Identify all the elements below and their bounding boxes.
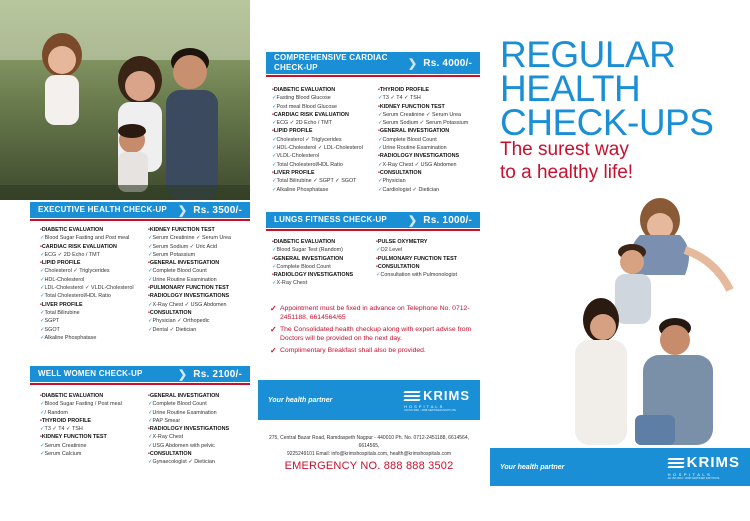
headline-line-1: REGULAR [500,34,676,75]
krims-mark-icon [404,391,420,401]
chevron-right-icon: ❯ [177,368,188,381]
notes-list [270,305,480,360]
lungs-price: Rs. 1000/- [423,214,472,226]
tagline-line-1: The surest way [500,139,629,160]
test-group-heading: • CARDIAC RISK EVALUATION [272,111,378,119]
test-item: ✓ Complete Blood Count [272,263,376,271]
note-consolidated [270,326,480,343]
women-divider [30,383,250,385]
test-item: ✓ Dental ✓ Dietician [148,326,250,334]
test-group-heading: • LIPID PROFILE [272,127,378,135]
test-item: ✓ X-Ray Chest ✓ USG Abdomen [378,161,480,169]
test-group-heading: • KIDNEY FUNCTION TEST [40,433,148,441]
partner-banner-cover [490,448,750,486]
test-item: ✓ X-Ray Chest ✓ USG Abdomen [148,301,250,309]
test-group-heading: • CONSULTATION [378,169,480,177]
test-item: ✓ Serum Creatinine ✓ Serum Urea [148,234,250,242]
krims-logo [404,388,470,412]
test-item: ✓ Urine Routine Examination [148,276,250,284]
test-group-heading: • GENERAL INVESTIGATION [378,127,480,135]
cardiac-col-2 [378,86,480,194]
test-item: ✓ X-Ray Chest [272,279,376,287]
test-item: ✓ LDL-Cholesterol ✓ VLDL-Cholesterol [40,284,148,292]
lungs-divider [266,229,480,231]
chevron-right-icon: ❯ [177,204,188,217]
test-item: ✓ Blood Sugar Test (Random) [272,246,376,254]
cardiac-col-1 [272,86,378,194]
check-icon: ✓ [270,304,277,313]
test-item: ✓ Post meal Blood Glucose [272,103,378,111]
cardiac-title [274,53,402,73]
test-item: ✓ SGOT [40,326,148,334]
cardiac-title-line-1: COMPREHENSIVE CARDIAC [274,53,388,62]
test-item: ✓ Blood Sugar Fasting / Post meal [40,400,148,408]
test-item: ✓ T3 ✓ T4 ✓ TSH [378,94,480,102]
test-item: ✓ Blood Sugar Fasting and Post meal [40,234,148,242]
test-item: ✓ Urine Routine Examination [148,409,250,417]
women-tests [40,392,250,467]
test-group-heading: • GENERAL INVESTIGATION [148,392,250,400]
test-item: ✓ ECG ✓ 2D Echo / TMT [272,119,378,127]
cardiac-price: Rs. 4000/- [423,57,472,69]
test-item: ✓ / Random [40,409,148,417]
address [258,434,480,458]
test-item: ✓ Serum Potassium [148,251,250,259]
family-photo-piggyback [535,190,750,445]
logo-cert: AN ISO 9001 : 2008 CERTIFIED INSTITUTE [404,409,456,412]
executive-col-1 [40,226,148,342]
test-group-heading: • RADIOLOGY INVESTIGATIONS [378,152,480,160]
test-group-heading: • CONSULTATION [376,263,480,271]
check-icon: ✓ [270,346,277,355]
test-item: ✓ Alkaline Phosphatase [272,186,378,194]
logo-sub: HOSPITALS [404,404,445,409]
test-group-heading: • PULSE OXYMETRY [376,238,480,246]
test-group-heading: • DIABETIC EVALUATION [40,226,148,234]
test-item: ✓ PAP Smear [148,417,250,425]
women-header [30,366,250,382]
test-group-heading: • DIABETIC EVALUATION [272,238,376,246]
executive-title: EXECUTIVE HEALTH CHECK-UP [38,205,167,214]
lungs-col-2 [376,238,480,288]
test-item: ✓ Total Cholesterol/HDL Ratio [40,292,148,300]
test-group-heading: • CONSULTATION [148,309,250,317]
headline-line-2: HEALTH [500,68,641,109]
cardiac-header [266,52,480,74]
partner-label: Your health partner [500,463,565,471]
test-group-heading: • LIVER PROFILE [40,301,148,309]
test-item: ✓ HDL-Cholesterol ✓ LDL-Cholesterol [272,144,378,152]
lungs-title: LUNGS FITNESS CHECK-UP [274,215,387,224]
krims-logo [668,454,740,480]
test-item: ✓ T3 ✓ T4 ✓ TSH [40,425,148,433]
test-group-heading: • PULMONARY FUNCTION TEST [376,255,480,263]
test-item: ✓ Physician ✓ Orthopedic [148,317,250,325]
lungs-tests [272,238,480,288]
test-item: ✓ Fasting Blood Glucose [272,94,378,102]
test-item: ✓ Complete Blood Count [378,136,480,144]
executive-header [30,202,250,218]
family-photo-swing [0,0,250,200]
note-text: The Consolidated health checkup along with expert advise from Doctors will be provided on the next day. [280,326,472,342]
check-icon: ✓ [270,325,277,334]
test-item: ✓ Alkaline Phosphatase [40,334,148,342]
executive-price: Rs. 3500/- [193,204,242,216]
test-item: ✓ Total Cholesterol/HDL Ratio [272,161,378,169]
test-group-heading: • GENERAL INVESTIGATION [148,259,250,267]
address-line-2: 9225249101 Email: info@krimshospitals.com, health@krimshospitals.com [286,451,452,457]
test-group-heading: • CARDIAC RISK EVALUATION [40,243,148,251]
partner-banner-middle [258,380,480,420]
tagline-line-2: to a healthy life! [500,162,634,183]
test-group-heading: • LIVER PROFILE [272,169,378,177]
test-group-heading: • GENERAL INVESTIGATION [272,255,376,263]
test-item: ✓ Serum Sodium ✓ Serum Potassium [378,119,480,127]
note-text: Complimentary Breakfast shall also be provided. [280,347,426,354]
women-col-2 [148,392,250,467]
test-group-heading: • THYROID PROFILE [378,86,480,94]
note-text: Appointment must be fixed in advance on Telephone No. 0712-2451188, 6614564/65 [280,305,470,321]
women-title: WELL WOMEN CHECK-UP [38,369,143,378]
test-item: ✓ X-Ray Chest [148,433,250,441]
test-group-heading: • LIPID PROFILE [40,259,148,267]
test-item: ✓ Physician [378,177,480,185]
test-group-heading: • PULMONARY FUNCTION TEST [148,284,250,292]
test-item: ✓ VLDL-Cholesterol [272,152,378,160]
address-line-1: 275, Central Bazar Road, Ramdaspeth Nagpur - 440010 Ph. No. 0712-2451188, 6614564, 6614565, [268,435,470,449]
cardiac-divider [266,75,480,77]
executive-divider [30,219,250,221]
executive-col-2 [148,226,250,342]
cardiac-tests [272,86,480,194]
note-breakfast [270,347,480,356]
test-item: ✓ Serum Calcium [40,450,148,458]
test-item: ✓ Serum Sodium ✓ Uric Acid [148,243,250,251]
test-item: ✓ Urine Routine Examination [378,144,480,152]
headline-line-3: CHECK-UPS [500,102,714,143]
test-group-heading: • RADIOLOGY INVESTIGATIONS [148,292,250,300]
left-panel [0,0,250,521]
test-item: ✓ Total Bilirubine [40,309,148,317]
test-group-heading: • KIDNEY FUNCTION TEST [378,103,480,111]
test-item: ✓ Serum Creatinine [40,442,148,450]
cardiac-title-line-2: CHECK-UP [274,63,318,72]
women-col-1 [40,392,148,467]
lungs-col-1 [272,238,376,288]
emergency-number: EMERGENCY NO. 888 888 3502 [284,460,454,472]
test-item: ✓ Serum Creatinine ✓ Serum Urea [378,111,480,119]
logo-name: KRIMS [423,388,470,403]
test-item: ✓ Complete Blood Count [148,400,250,408]
test-item: ✓ Cholesterol ✓ Triglycerides [40,267,148,275]
test-group-heading: • DIABETIC EVALUATION [272,86,378,94]
test-group-heading: • RADIOLOGY INVESTIGATIONS [272,271,376,279]
cover-tagline [500,138,740,184]
chevron-right-icon: ❯ [407,214,418,227]
krims-mark-icon [668,458,684,468]
lungs-header [266,212,480,228]
logo-name: KRIMS [686,454,740,471]
note-appointment [270,305,480,322]
test-group-heading: • KIDNEY FUNCTION TEST [148,226,250,234]
test-item: ✓ Consultation with Pulmonologist [376,271,480,279]
chevron-right-icon: ❯ [407,57,418,70]
test-item: ✓ USG Abdomen with pelvic [148,442,250,450]
test-group-heading: • RADIOLOGY INVESTIGATIONS [148,425,250,433]
cover-headline [500,34,740,143]
test-item: ✓ Total Bilirubine ✓ SGPT ✓ SGOT [272,177,378,185]
executive-tests [40,226,250,342]
test-item: ✓ Complete Blood Count [148,267,250,275]
logo-sub: HOSPITALS [667,472,713,477]
test-group-heading: • CONSULTATION [148,450,250,458]
women-price: Rs. 2100/- [193,368,242,380]
test-item: ✓ Cardiologist ✓ Dietician [378,186,480,194]
test-group-heading: • DIABETIC EVALUATION [40,392,148,400]
partner-label: Your health partner [268,396,333,404]
test-item: ✓ O2 Level [376,246,480,254]
test-item: ✓ Gynaecologist ✓ Dietician [148,458,250,466]
test-item: ✓ SGPT [40,317,148,325]
test-group-heading: • THYROID PROFILE [40,417,148,425]
test-item: ✓ ECG ✓ 2D Echo / TMT [40,251,148,259]
test-item: ✓ Cholesterol ✓ Triglycerides [272,136,378,144]
logo-cert: AN ISO 9001 : 2008 CERTIFIED INSTITUTE [667,477,720,480]
test-item: ✓ HDL-Cholesterol [40,276,148,284]
